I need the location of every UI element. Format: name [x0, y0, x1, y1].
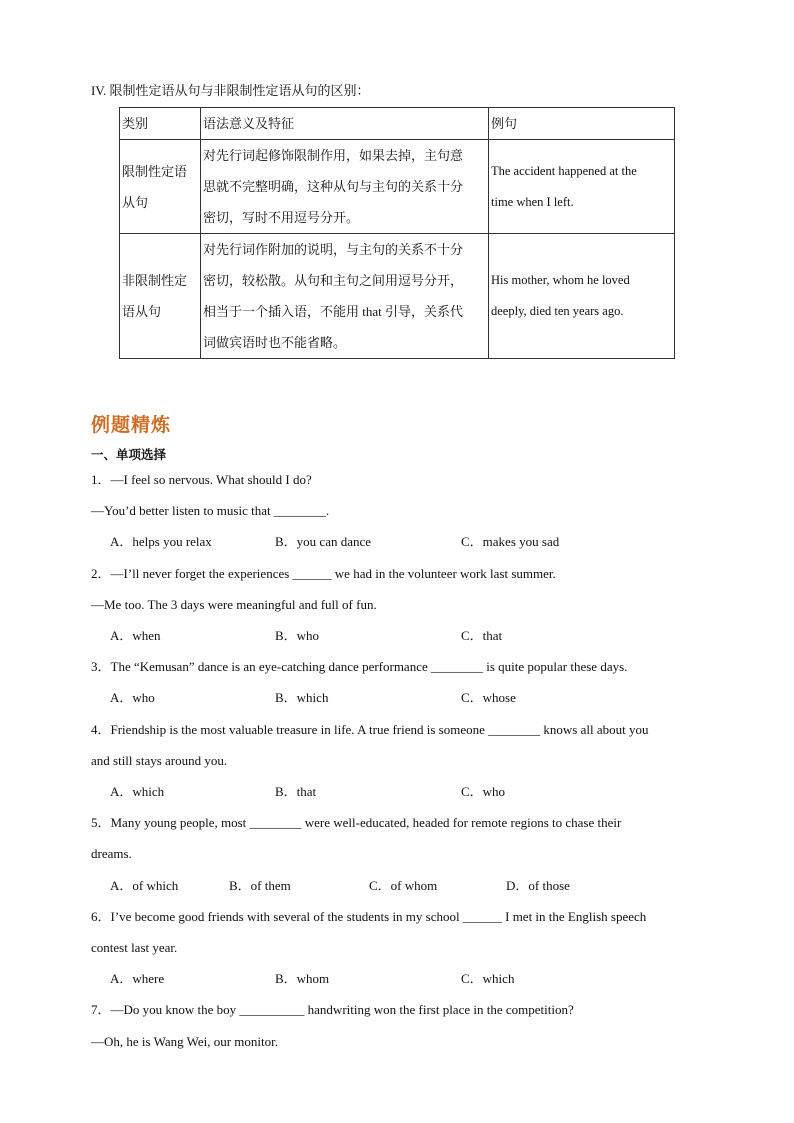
section-heading: IV. 限制性定语从句与非限制性定语从句的区别：: [91, 83, 370, 98]
question-1-stem: 1．—I feel so nervous. What should I do?: [91, 472, 312, 487]
question-2-stem: 2．—I’ll never forget the experiences ______ we had in the volunteer work last summer.: [91, 566, 556, 581]
cell-features: 对先行词作附加的说明，与主句的关系不十分 密切，较松散。从句和主句之间用逗号分开， 相当于一个插入语，不能用 that 引导，关系代 词做宾语时也不能省略。: [201, 234, 489, 359]
q2-option-b: B．who: [275, 628, 320, 643]
part-title: 一、单项选择: [91, 447, 167, 462]
q3-option-b: B．which: [275, 690, 329, 705]
q4-option-b: B．that: [275, 784, 317, 799]
question-7-stem: 7．—Do you know the boy __________ handwriting won the first place in the competition?: [91, 1002, 574, 1017]
table-header-row: [120, 108, 675, 140]
cell-category: 非限制性定 语从句: [120, 234, 201, 359]
comparison-table: [119, 107, 675, 359]
q4-option-c: C．who: [461, 784, 506, 799]
header-example: 例句: [489, 108, 675, 140]
table-row: [120, 234, 675, 359]
q1-option-a: A．helps you relax: [110, 534, 212, 549]
q6-option-a: A．where: [110, 971, 165, 986]
question-5-line-2: dreams.: [91, 846, 132, 861]
question-3-stem: 3．The “Kemusan” dance is an eye-catching dance performance ________ is quite popular these days.: [91, 659, 628, 674]
q6-option-b: B．whom: [275, 971, 330, 986]
question-7-line-2: —Oh, he is Wang Wei, our monitor.: [91, 1034, 278, 1049]
q2-option-a: A．when: [110, 628, 161, 643]
q5-option-d: D．of those: [506, 878, 570, 893]
question-5-stem: 5．Many young people, most ________ were well-educated, headed for remote regions to chase their: [91, 815, 622, 830]
cell-features: 对先行词起修饰限制作用，如果去掉，主句意 思就不完整明确，这种从句与主句的关系十分 密切，写时不用逗号分开。: [201, 140, 489, 234]
q5-option-b: B．of them: [229, 878, 291, 893]
q1-option-b: B．you can dance: [275, 534, 372, 549]
header-category: 类别: [120, 108, 201, 140]
q5-option-a: A．of which: [110, 878, 179, 893]
question-4-line-2: and still stays around you.: [91, 753, 228, 768]
q3-option-a: A．who: [110, 690, 155, 705]
question-1-line-2: —You’d better listen to music that ________.: [91, 503, 330, 518]
q2-option-c: C．that: [461, 628, 503, 643]
question-6-line-2: contest last year.: [91, 940, 178, 955]
q4-option-a: A．which: [110, 784, 165, 799]
question-4-stem: 4．Friendship is the most valuable treasure in life. A true friend is someone ________ knows all about you: [91, 722, 649, 737]
q1-option-c: C．makes you sad: [461, 534, 560, 549]
q6-option-c: C．which: [461, 971, 515, 986]
examples-title: 例题精炼: [91, 414, 172, 436]
cell-category: 限制性定语 从句: [120, 140, 201, 234]
cell-example: His mother, whom he loved deeply, died ten years ago.: [489, 234, 675, 359]
q3-option-c: C．whose: [461, 690, 516, 705]
question-2-line-2: —Me too. The 3 days were meaningful and full of fun.: [91, 597, 377, 612]
table-row: [120, 140, 675, 234]
header-features: 语法意义及特征: [201, 108, 489, 140]
question-6-stem: 6．I’ve become good friends with several of the students in my school ______ I met in the English speech: [91, 909, 647, 924]
q5-option-c: C．of whom: [369, 878, 438, 893]
cell-example: The accident happened at the time when I left.: [489, 140, 675, 234]
